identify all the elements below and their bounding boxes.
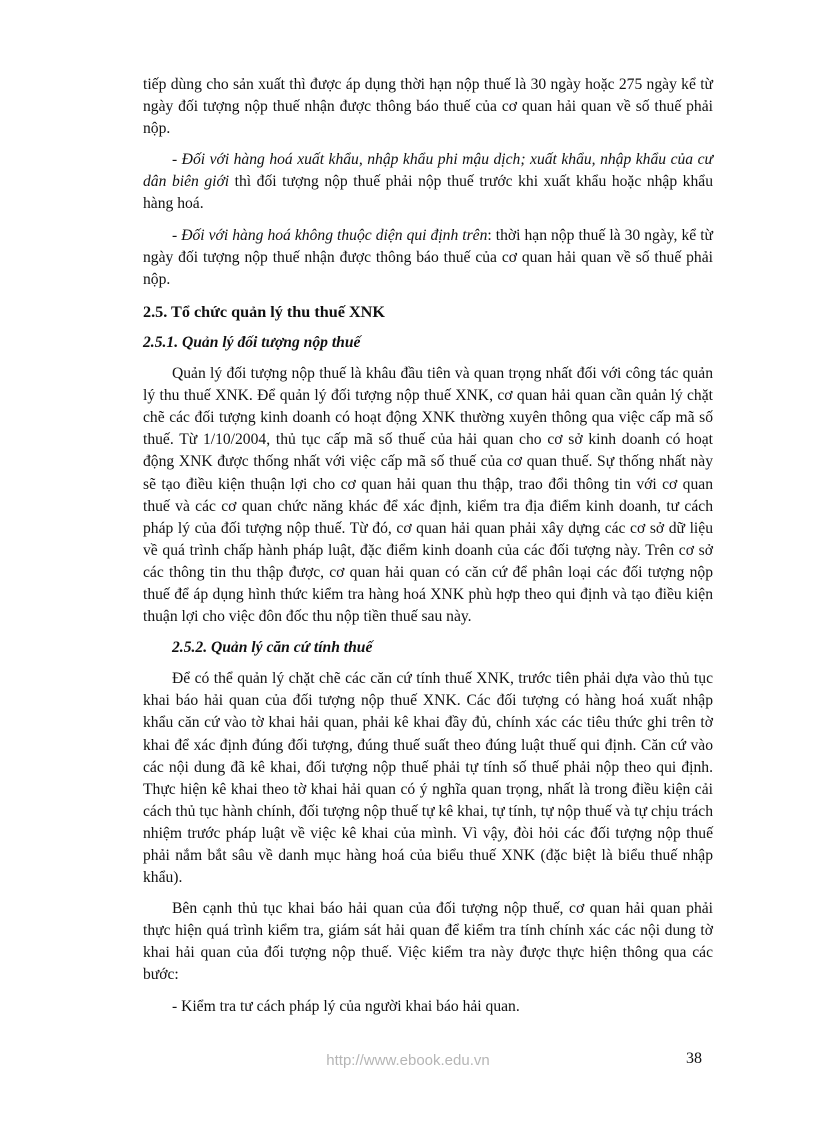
paragraph-other-goods (143, 225, 713, 291)
page-number: 38 (686, 1050, 702, 1067)
subsection-heading-2-5-2: 2.5.2. Quản lý căn cứ tính thuế (172, 639, 373, 657)
italic-lead-text: - Đối với hàng hoá không thuộc diện qui định trên (172, 226, 488, 244)
section-heading-2-5: 2.5. Tổ chức quản lý thu thuế XNK (143, 302, 385, 321)
paragraph-taxpayer-management: Quản lý đối tượng nộp thuế là khâu đầu tiên và quan trọng nhất đối với công tác quản lý thu thuế XNK. Để quản lý đối tượng nộp thuế XNK, cơ quan hải quan cần quản lý chặt chẽ các đối tượng kinh doanh có hoạt động XNK thường xuyên thông qua việc cấp mã số thuế. Từ 1/10/2004, thủ tục cấp mã số thuế của hải quan cho cơ sở kinh doanh có hoạt động XNK được thống nhất với việc cấp mã số thuế của cơ quan thuế. Sự thống nhất này sẽ tạo điều kiện thuận lợi cho cơ quan hải quan thu thập, trao đổi thông tin với cơ quan thuế và các cơ quan chức năng khác để xác định, kiểm tra địa điểm kinh doanh, tư cách pháp lý của đối tượng nộp thuế. Từ đó, cơ quan hải quan phải xây dựng các cơ sở dữ liệu về quá trình chấp hành pháp luật, đặc điểm kinh doanh của các đối tượng này. Trên cơ sở các thông tin thu thập được, cơ quan hải quan có căn cứ để phân loại các đối tượng nộp thuế để áp dụng hình thức kiểm tra hàng hoá XNK phù hợp theo qui định và tạo điều kiện thuận lợi cho việc đôn đốc thu nộp tiền thuế sau này. (143, 365, 713, 626)
subsection-heading-2-5-1: 2.5.1. Quản lý đối tượng nộp thuế (143, 333, 361, 351)
italic-lead-text: - Đối với hàng hoá xuất khẩu, nhập khẩu phi mậu dịch; xuất khẩu, nhập khẩu của cư dân biên giới (143, 151, 713, 191)
paragraph-customs-inspection: Bên cạnh thủ tục khai báo hải quan của đối tượng nộp thuế, cơ quan hải quan phải thực hiện quá trình kiểm tra, giám sát hải quan để kiểm tra tính chính xác các nội dung tờ khai hải quan của đối tượng nộp thuế. Việc kiểm tra này được thực hiện thông qua các bước: (143, 900, 713, 984)
paragraph-non-trade-goods (143, 149, 713, 215)
paragraph-text: : thời hạn nộp thuế là 30 ngày, kể từ ngày đối tượng nộp thuế nhận được thông báo thuế của cơ quan hải quan về số thuế phải nộp. (143, 226, 713, 288)
document-body (143, 74, 713, 1027)
paragraph-tax-basis-management: Để có thể quản lý chặt chẽ các căn cứ tính thuế XNK, trước tiên phải dựa vào thủ tục khai báo hải quan của đối tượng nộp thuế XNK. Các đối tượng có hàng hoá xuất nhập khẩu căn cứ vào tờ khai hải quan, phải kê khai đầy đủ, chính xác các tiêu thức ghi trên tờ khai để xác định đúng đối tượng, đúng thuế suất theo đúng luật thuế qui định. Căn cứ vào các nội dung đã kê khai, đối tượng nộp thuế phải tự tính số thuế phải nộp theo qui định. Thực hiện kê khai theo tờ khai hải quan có ý nghĩa quan trọng, nhất là trong điều kiện cải cách thủ tục hành chính, đối tượng nộp thuế tự kê khai, tự tính, tự nộp thuế và tự chịu trách nhiệm trước pháp luật về việc kê khai của mình. Vì vậy, đòi hỏi các đối tượng nộp thuế phải nắm bắt sâu về danh mục hàng hoá của biểu thuế XNK (đặc biệt là biểu thuế nhập khẩu). (143, 670, 713, 887)
paragraph-continuation: tiếp dùng cho sản xuất thì được áp dụng thời hạn nộp thuế là 30 ngày hoặc 275 ngày kể từ ngày đối tượng nộp thuế nhận được thông báo thuế của cơ quan hải quan về số thuế phải nộp. (143, 76, 713, 138)
paragraph-text: thì đối tượng nộp thuế phải nộp thuế trước khi xuất khẩu hoặc nhập khẩu hàng hoá. (143, 173, 713, 213)
paragraph-inspection-step: - Kiểm tra tư cách pháp lý của người khai báo hải quan. (172, 997, 520, 1015)
footer-url: http://www.ebook.edu.vn (326, 1052, 490, 1069)
